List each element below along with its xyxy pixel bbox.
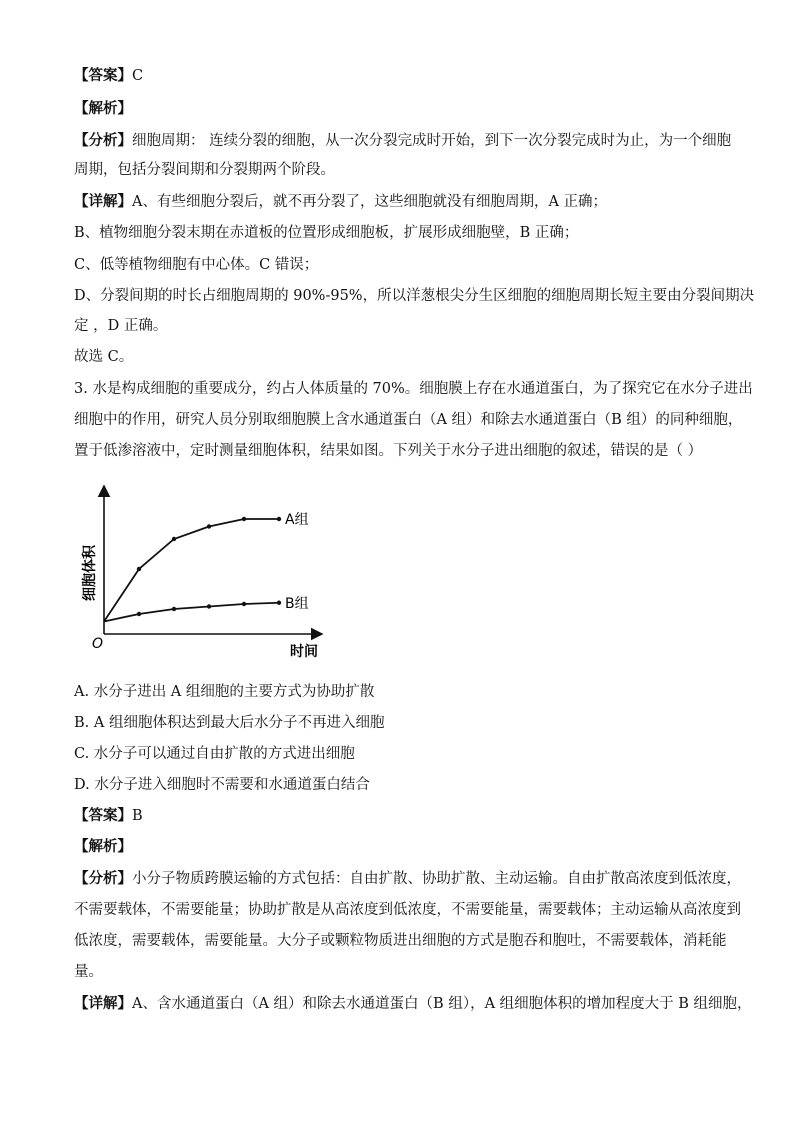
answer-value: C [132, 68, 144, 84]
series-label: A组 [285, 512, 309, 528]
xiangjie-1-line-d2: 定 ，D 正确。 [74, 318, 168, 334]
data-point [277, 601, 281, 605]
fenxi-3-line3: 低浓度，需要载体，需要能量。大分子或颗粒物质进出细胞的方式是胞吞和胞吐，不需要载体，消耗能 [74, 933, 727, 949]
question-3-line2: 细胞中的作用，研究人员分别取细胞膜上含水通道蛋白（A 组）和除去水通道蛋白（B 组）的同种细胞， [74, 412, 743, 428]
option-c: C. 水分子可以通过自由扩散的方式进出细胞 [74, 746, 355, 762]
answer-1 [74, 66, 143, 86]
answer-tag: 【答案】 [74, 67, 132, 84]
analysis-3-heading: 【解析】 [74, 838, 132, 855]
fenxi-3-line1 [74, 869, 741, 889]
xiangjie-1-line-c: C、低等植物细胞有中心体。C 错误； [74, 257, 319, 273]
fenxi-1-line1 [74, 131, 731, 151]
analysis-1-heading: 【解析】 [74, 100, 132, 117]
series-layer [104, 512, 309, 622]
origin-label: O [92, 636, 104, 652]
data-point [137, 567, 141, 571]
fenxi-tag: 【分析】 [74, 132, 132, 149]
fenxi-3-line4: 量。 [74, 964, 103, 980]
question-3-line1: 3. 水是构成细胞的重要成分，约占人体质量的 70%。细胞膜上存在水通道蛋白，为了探究它在水分子进出 [74, 381, 753, 397]
data-point [207, 604, 211, 608]
xiangjie-1-line-a [74, 192, 607, 212]
x-axis-label: 时间 [290, 644, 318, 660]
answer-tag: 【答案】 [74, 807, 132, 824]
question-3-line3: 置于低渗溶液中，定时测量细胞体积，结果如图。下列关于水分子进出细胞的叙述，错误的是（ ） [74, 443, 703, 459]
data-point [172, 607, 176, 611]
xiangjie-1-line-d1: D、分裂间期的时长占细胞周期的 90%-95%，所以洋葱根尖分生区细胞的细胞周期长短主要由分裂间期决 [74, 288, 755, 304]
fenxi-1-line2: 周期，包括分裂间期和分裂期两个阶段。 [74, 162, 335, 178]
cell-volume-chart [74, 478, 344, 668]
fenxi-3-line2: 不需要载体，不需要能量；协助扩散是从高浓度到低浓度，不需要能量，需要载体；主动运输从高浓度到 [74, 902, 741, 918]
answer-value: B [132, 808, 143, 824]
series-line-a [104, 519, 279, 622]
data-point [137, 612, 141, 616]
answer-3 [74, 806, 143, 826]
option-a: A. 水分子进出 A 组细胞的主要方式为协助扩散 [74, 684, 375, 700]
xiangjie-1-conclusion: 故选 C。 [74, 349, 134, 365]
data-point [277, 517, 281, 521]
data-point [172, 537, 176, 541]
xiangjie-text: A、有些细胞分裂后，就不再分裂了，这些细胞就没有细胞周期，A 正确； [132, 194, 608, 210]
option-b: B. A 组细胞体积达到最大后水分子不再进入细胞 [74, 715, 385, 731]
fenxi-text: 细胞周期： 连续分裂的细胞，从一次分裂完成时开始，到下一次分裂完成时为止，为一个细胞 [132, 133, 732, 149]
xiangjie-text: A、含水通道蛋白（A 组）和除去水通道蛋白（B 组），A 组细胞体积的增加程度大于 B 组细胞， [132, 996, 752, 1012]
xiangjie-1-line-b: B、植物细胞分裂末期在赤道板的位置形成细胞板，扩展形成细胞壁，B 正确； [74, 225, 579, 241]
y-axis-label: 细胞体积 [82, 545, 98, 601]
xiangjie-3-line1 [74, 994, 752, 1014]
series-label: B组 [285, 595, 309, 612]
xiangjie-tag: 【详解】 [74, 995, 132, 1012]
xiangjie-tag: 【详解】 [74, 193, 132, 210]
data-point [207, 524, 211, 528]
data-point [242, 602, 246, 606]
fenxi-tag: 【分析】 [74, 870, 132, 887]
option-d: D. 水分子进入细胞时不需要和水通道蛋白结合 [74, 777, 370, 793]
series-line-b [104, 603, 279, 622]
fenxi-text: 小分子物质跨膜运输的方式包括：自由扩散、协助扩散、主动运输。自由扩散高浓度到低浓度， [132, 871, 741, 887]
data-point [242, 517, 246, 521]
